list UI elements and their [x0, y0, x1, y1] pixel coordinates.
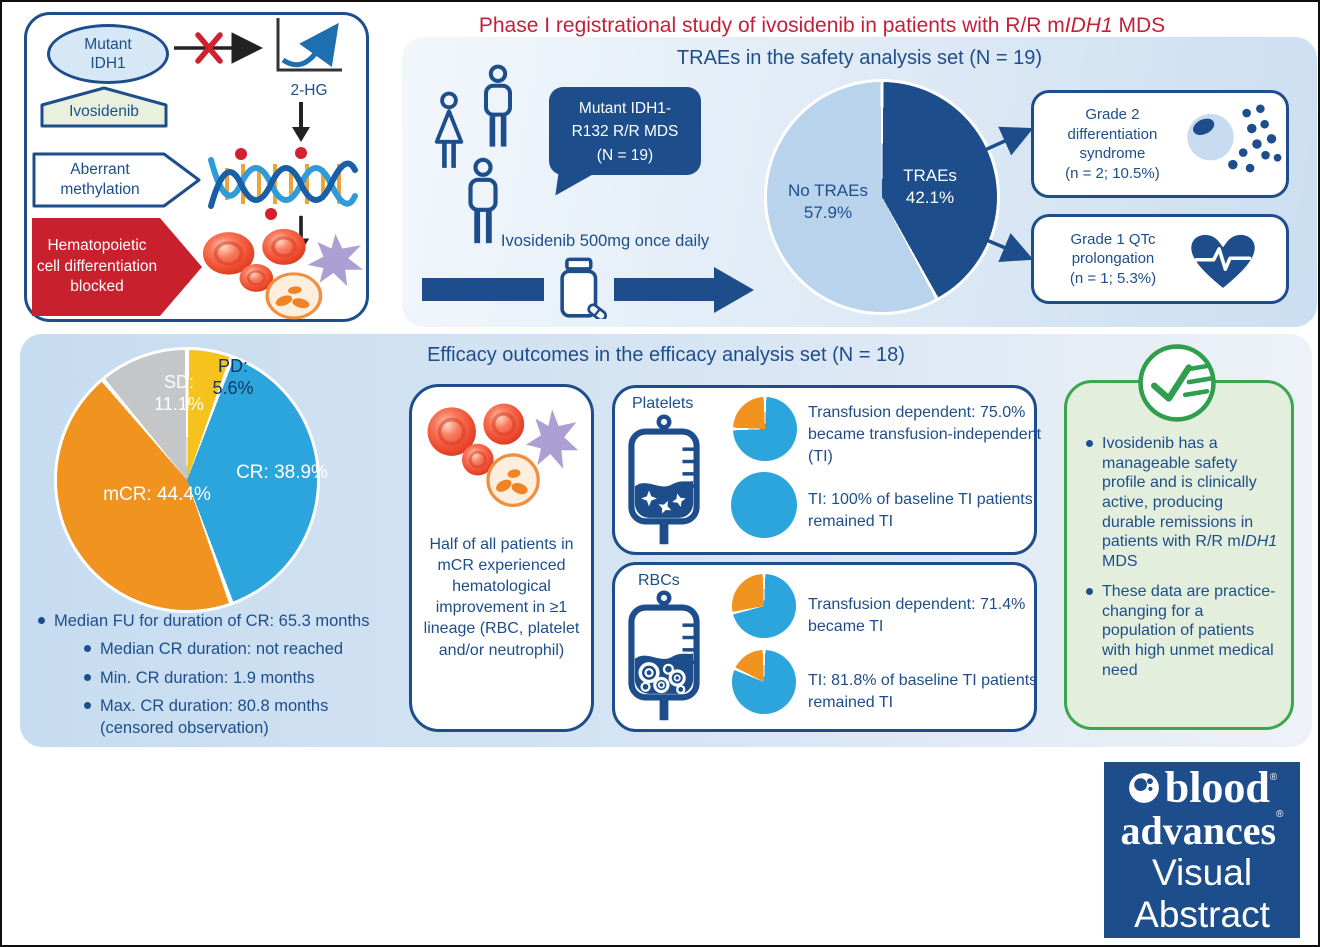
speech-bubble-tail: [555, 170, 592, 200]
checklist-icon: [1136, 342, 1218, 424]
2hg-chart-icon: [270, 14, 348, 78]
cr-duration-bullets: [38, 610, 438, 739]
logo-word-advances: advances: [1120, 808, 1277, 854]
logo-word-blood: blood: [1164, 763, 1270, 813]
bullet-dot: [38, 617, 45, 624]
bubble-line: R132 R/R MDS: [571, 123, 679, 141]
page-title-italic: IDH1: [1064, 14, 1113, 37]
dna-helix-icon: [207, 144, 359, 222]
page-title-pre: Phase I registrational study of ivosidenib in patients with R/R m: [478, 14, 1065, 37]
blocked-arrow-x-icon: [170, 28, 272, 68]
bullet-dot: [84, 702, 91, 709]
blood-cells-icon: [197, 224, 365, 322]
pie-to-boxes-arrows: [957, 107, 1042, 277]
grade2-ds-box: [1031, 90, 1289, 198]
bullet-dot: [1086, 588, 1093, 595]
dosing-label: Ivosidenib 500mg once daily: [500, 232, 710, 250]
efficacy-header: Efficacy outcomes in the efficacy analysis set (N = 18): [427, 344, 905, 366]
bullet-sub: Min. CR duration: 1.9 months: [84, 667, 438, 689]
mcr-note-text: Half of all patients in mCR experienced hematological improvement in ≥1 lineage (RBC, platelet and/or neutrophil): [423, 536, 580, 659]
logo-reg-mark: ®: [1276, 809, 1284, 821]
bullet-sub: Max. CR duration: 80.8 months (censored observation): [84, 695, 438, 740]
blood-advances-logo: [1104, 762, 1300, 938]
aberrant-methylation-label: Aberrant methylation: [60, 160, 140, 198]
bullet-main: Median FU for duration of CR: 65.3 months: [38, 610, 438, 632]
2hg-label: 2-HG: [290, 82, 328, 99]
logo-reg-mark: ®: [1269, 772, 1278, 784]
pill-bottle-icon: [554, 257, 610, 319]
logo-word-abstract: Abstract: [1134, 893, 1270, 935]
bubble-line: Mutant IDH1-: [578, 100, 672, 117]
grade2-ds-text: Grade 2 differentiation syndrome (n = 2; 10.5%): [1065, 106, 1160, 182]
bullet-dot: [84, 674, 91, 681]
rbcs-label: RBCs: [638, 572, 680, 589]
safety-pie-label-no-traes: No TRAEs 57.9%: [788, 181, 868, 223]
differentiation-blocked-label: Hematopoietic cell differentiation blocked: [36, 236, 158, 296]
conclusion-bullet-1: Ivosidenib has a manageable safety profile and is clinically active, producing durable remissions in patients with R/R mIDH1 MDS: [1086, 434, 1278, 572]
platelets-ti-caption: TI: 100% of baseline TI patients remained TI: [808, 491, 1033, 531]
bullet-dot: [84, 645, 91, 652]
page-title-post: MDS: [1112, 14, 1166, 37]
cohort-speech-bubble: [549, 87, 701, 175]
rbcs-td-caption: Transfusion dependent: 71.4% became TI: [808, 596, 1026, 636]
blood-cells-icon: [422, 398, 580, 510]
mutant-idh1-ellipse: [47, 24, 169, 84]
person-man-icon: [474, 60, 522, 158]
logo-word-visual: Visual: [1151, 852, 1253, 894]
dose-arrow-bar: [614, 278, 716, 301]
down-arrow-icon: [290, 100, 312, 144]
differentiation-blocked-shape: [32, 218, 204, 316]
platelet-bag-icon: [624, 414, 704, 546]
bubble-line: (N = 19): [596, 146, 654, 164]
bullet-dot: [1086, 440, 1093, 447]
heart-ecg-icon: [1184, 223, 1262, 295]
rbcs-ti-caption: TI: 81.8% of baseline TI patients remained TI: [808, 672, 1038, 712]
rbc-bag-icon: [624, 590, 704, 722]
grade1-qtc-box: [1031, 214, 1289, 304]
blast-cell-icon: [1183, 98, 1286, 190]
conclusion-bullet-2: These data are practice-changing for a population of patients with high unmet medical need: [1086, 582, 1278, 680]
dose-arrow-head: [714, 267, 754, 313]
safety-pie-label-traes: TRAEs 42.1%: [903, 166, 957, 208]
platelets-td-caption: Transfusion dependent: 75.0% became transfusion-independent (TI): [808, 404, 1042, 466]
rbcs-ti-pie: [732, 650, 796, 714]
safety-header: TRAEs in the safety analysis set (N = 19): [676, 47, 1043, 69]
efficacy-pie-label-cr: CR: 38.9%: [236, 462, 328, 483]
ivosidenib-label: Ivosidenib: [69, 103, 139, 120]
efficacy-pie-label-mcr: mCR: 44.4%: [103, 484, 211, 505]
dose-arrow-bar: [422, 278, 544, 301]
rbcs-td-pie: [732, 574, 796, 638]
ash-logo-icon: [1127, 771, 1161, 805]
ivosidenib-shape: [40, 86, 168, 128]
aberrant-methylation-shape: [32, 152, 202, 208]
mutant-idh1-label: Mutant IDH1: [84, 35, 132, 72]
platelets-label: Platelets: [632, 395, 694, 412]
platelets-ti-pie: [731, 472, 797, 538]
efficacy-pie-label-sd: SD: 11.1%: [154, 372, 204, 414]
bullet-sub: Median CR duration: not reached: [84, 638, 438, 660]
platelets-td-pie: [733, 397, 797, 461]
efficacy-pie-label-pd: PD: 5.6%: [212, 356, 254, 398]
grade1-qtc-text: Grade 1 QTc prolongation (n = 1; 5.3%): [1069, 230, 1157, 287]
page-title: [382, 14, 1262, 38]
